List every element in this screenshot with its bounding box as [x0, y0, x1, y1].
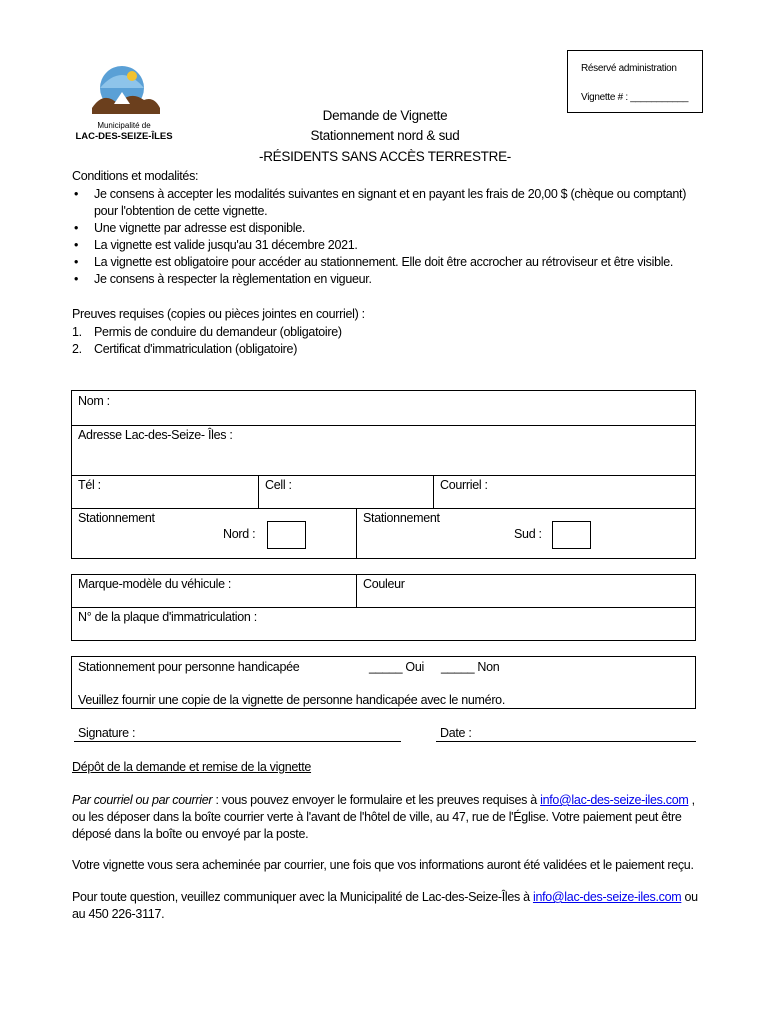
preuve-text: Permis de conduire du demandeur (obligatoire): [94, 325, 342, 339]
depot-text-a: : vous pouvez envoyer le formulaire et les preuves requises à: [212, 793, 541, 807]
signature-label: Signature :: [78, 726, 136, 740]
admin-reserved-box: [567, 50, 703, 113]
signature-line[interactable]: [74, 724, 401, 742]
condition-item: • Je consens à respecter la règlementation en vigueur.: [72, 271, 712, 288]
nom-field[interactable]: Nom :: [78, 394, 110, 408]
courriel-field[interactable]: Courriel :: [440, 478, 488, 492]
handicap-note: Veuillez fournir une copie de la vignette de personne handicapée avec le numéro.: [78, 693, 506, 707]
nord-label: Nord :: [223, 527, 256, 541]
admin-reserved-label: Réservé administration: [581, 63, 677, 74]
logo-line2: LAC-DES-SEIZE-ÎLES: [75, 131, 173, 142]
preuve-text: Certificat d'immatriculation (obligatoire): [94, 342, 298, 356]
conditions-list: [72, 186, 712, 288]
admin-vignette-number: Vignette # : ___________: [581, 92, 689, 103]
date-line[interactable]: [436, 724, 696, 742]
stationnement-sud-label: Stationnement: [363, 511, 440, 525]
nord-checkbox[interactable]: [267, 521, 306, 549]
handicap-label: Stationnement pour personne handicapée: [78, 660, 300, 674]
plaque-field[interactable]: N° de la plaque d'immatriculation :: [78, 610, 257, 624]
title-line1: Demande de Vignette: [322, 108, 448, 123]
email-link-2[interactable]: info@lac-des-seize-iles.com: [532, 890, 682, 904]
question-text-a: Pour toute question, veuillez communiquer avec la Municipalité de Lac-des-Seize-Îles à: [72, 890, 533, 904]
condition-item: • La vignette est valide jusqu'au 31 décembre 2021.: [72, 237, 712, 254]
preuve-number: 1.: [72, 325, 82, 339]
stationnement-nord-label: Stationnement: [78, 511, 155, 525]
condition-item: • La vignette est obligatoire pour accéder au stationnement. Elle doit être accrocher au rétroviseur et être visible.: [72, 254, 712, 271]
date-label: Date :: [440, 726, 472, 740]
logo-line1: Municipalité de: [97, 121, 151, 130]
condition-item: • Une vignette par adresse est disponible.: [72, 220, 712, 237]
conditions-heading: Conditions et modalités:: [72, 169, 199, 183]
preuve-item: [72, 341, 342, 358]
adresse-field[interactable]: Adresse Lac-des-Seize- Îles :: [78, 428, 233, 442]
depot-italic: Par courriel ou par courrier: [72, 793, 213, 807]
preuves-list: [72, 324, 342, 358]
sud-checkbox[interactable]: [552, 521, 591, 549]
depot-paragraph-2: Votre vignette vous sera acheminée par courrier, une fois que vos informations auront été validées et le paiement reçu.: [72, 858, 694, 872]
condition-item: • Je consens à accepter les modalités suivantes en signant et en payant les frais de 20,00 $ (chèque ou comptant) pour l'obtention de cette vignette.: [72, 186, 712, 220]
tel-field[interactable]: Tél :: [78, 478, 101, 492]
question-text-b: ou au 450 226-3117.: [72, 890, 698, 921]
marque-field[interactable]: Marque-modèle du véhicule :: [78, 577, 232, 591]
depot-text-b: , ou les déposer dans la boîte courrier verte à l'avant de l'hôtel de ville, au 47, rue de l'Église. Votre paiement peut être déposé dans la boîte ou envoyé par la poste.: [72, 793, 695, 841]
cell-field[interactable]: Cell :: [265, 478, 292, 492]
depot-heading: Dépôt de la demande et remise de la vignette: [72, 760, 312, 774]
oui-option[interactable]: _____ Oui: [369, 660, 424, 674]
depot-paragraph-1: [72, 792, 704, 843]
sud-label: Sud :: [514, 527, 542, 541]
preuve-number: 2.: [72, 342, 82, 356]
non-option[interactable]: _____ Non: [441, 660, 500, 674]
depot-paragraph-3: [72, 889, 704, 923]
preuve-item: [72, 324, 342, 341]
preuves-heading: Preuves requises (copies ou pièces jointes en courriel) :: [72, 307, 365, 321]
title-line2: Stationnement nord & sud: [310, 128, 460, 143]
title-line3: -RÉSIDENTS SANS ACCÈS TERRESTRE-: [259, 149, 511, 164]
email-link[interactable]: info@lac-des-seize-iles.com: [540, 793, 689, 807]
couleur-field[interactable]: Couleur: [363, 577, 405, 591]
